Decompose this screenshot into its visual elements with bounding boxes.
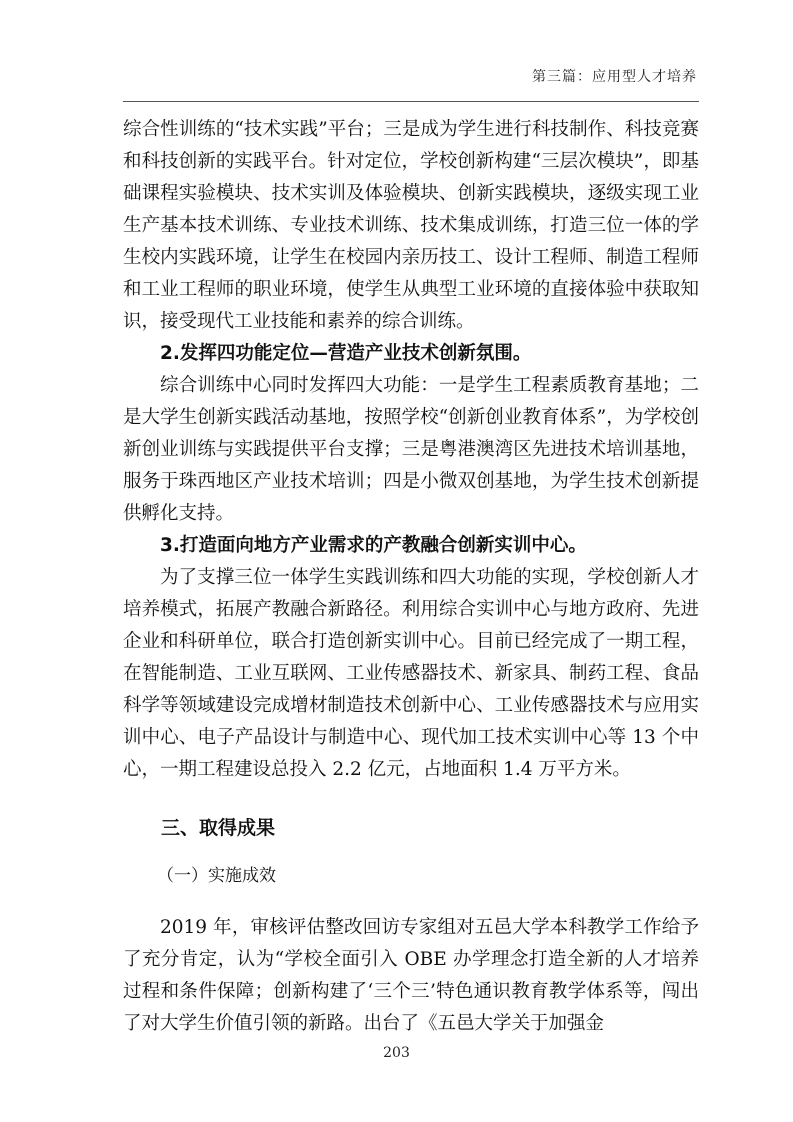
- heading-training-center: 3.打造面向地方产业需求的产教融合创新实训中心。: [160, 535, 587, 556]
- subsection-title: （一）实施成效: [157, 866, 276, 886]
- running-header: 第三篇：应用型人才培养: [532, 69, 697, 85]
- header-rule: [123, 101, 699, 102]
- section-title: 三、取得成果: [161, 817, 276, 839]
- heading-four-functions: 2.发挥四功能定位—营造产业技术创新氛围。: [160, 343, 532, 364]
- page-body: [123, 114, 699, 1040]
- paragraph-continuation: 综合性训练的“技术实践”平台；三是成为学生进行科技制作、科技竞赛和科技创新的实践平台。针对定位，学校创新构建“三层次模块”，即基础课程实验模块、技术实训及体验模块、创新实践模块，逐级实现工业生产基本技术训练、专业技术训练、技术集成训练，打造三位一体的学生校内实践环境，让学生在校园内亲历技工、设计工程师、制造工程师和工业工程师的职业环境，使学生从典型工业环境的直接体验中获取知识，接受现代工业技能和素养的综合训练。: [123, 119, 699, 332]
- paragraph-four-functions: 综合训练中心同时发挥四大功能：一是学生工程素质教育基地；二是大学生创新实践活动基地，按照学校“创新创业教育体系”，为学校创新创业训练与实践提供平台支撑；三是粤港澳湾区先进技术培训基地，服务于珠西地区产业技术培训；四是小微双创基地，为学生技术创新提供孵化支持。: [123, 375, 699, 524]
- page-number: 203: [383, 1045, 410, 1061]
- paragraph-results: 2019 年，审核评估整改回访专家组对五邑大学本科教学工作给予了充分肯定，认为“学校全面引入 OBE 办学理念打造全新的人才培养过程和条件保障；创新构建了‘三个三’特色通识教育教学体系等，闯出了对大学生价值引领的新路。出台了《五邑大学关于加强金: [123, 917, 699, 1034]
- paragraph-training-center: 为了支撑三位一体学生实践训练和四大功能的实现，学校创新人才培养模式，拓展产教融合新路径。利用综合实训中心与地方政府、先进企业和科研单位，联合打造创新实训中心。目前已经完成了一期工程，在智能制造、工业互联网、工业传感器技术、新家具、制药工程、食品科学等领域建设完成增材制造技术创新中心、工业传感器技术与应用实训中心、电子产品设计与制造中心、现代加工技术实训中心等 13 个中心，一期工程建设总投入 2.2 亿元，占地面积 1.4 万平方米。: [123, 567, 699, 780]
